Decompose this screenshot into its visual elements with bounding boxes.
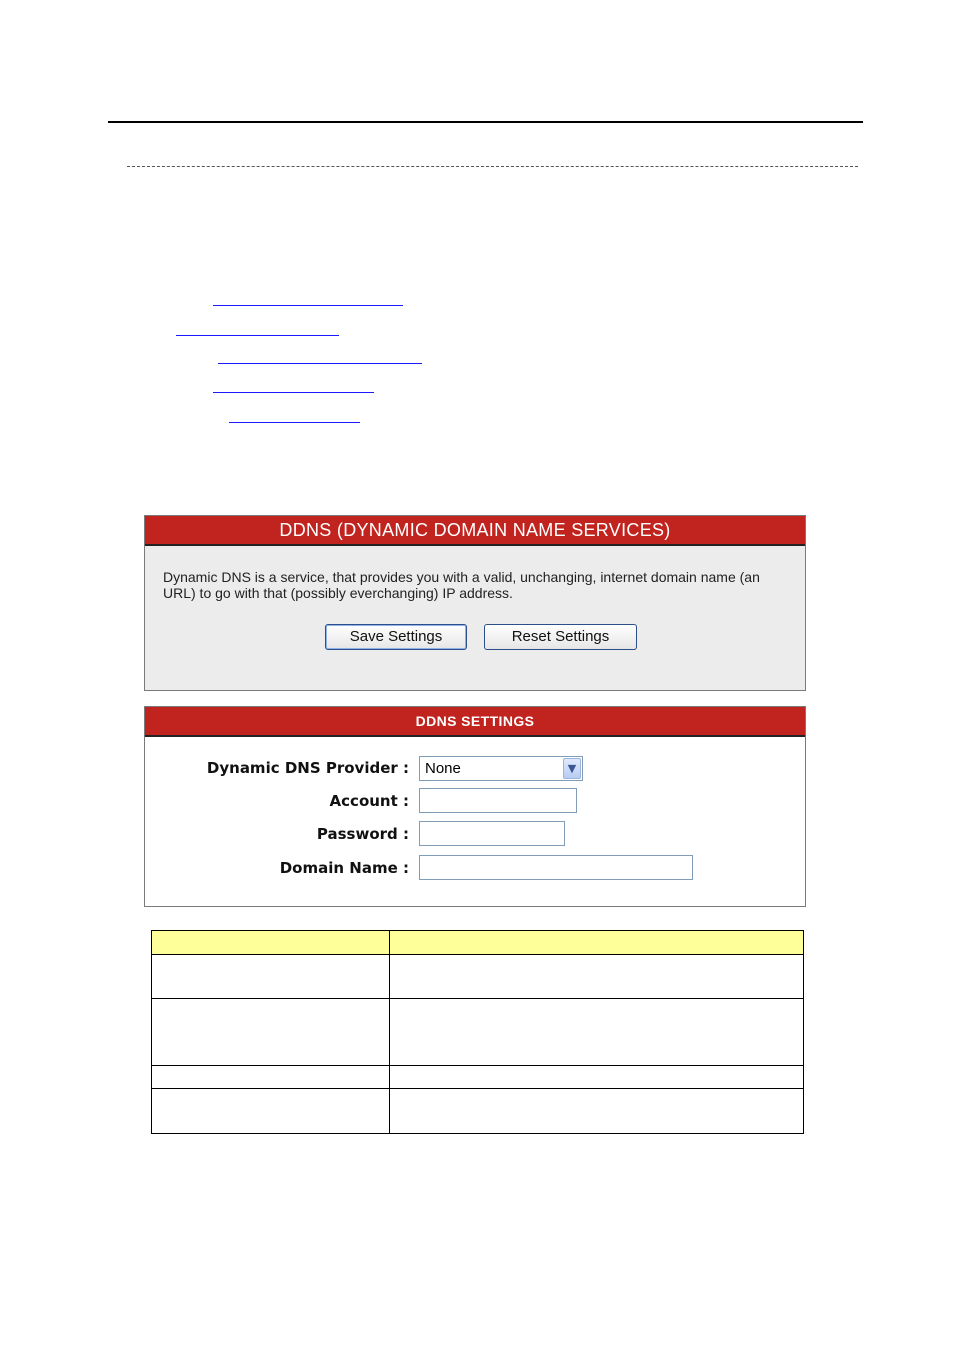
table-cell: [152, 1066, 390, 1089]
domain-name-label: Domain Name :: [279, 859, 409, 877]
table-row: [152, 1089, 804, 1134]
ddns-panel-title: DDNS (DYNAMIC DOMAIN NAME SERVICES): [145, 516, 805, 546]
doc-link-2[interactable]: [176, 335, 339, 336]
table-cell: [390, 1089, 804, 1134]
ddns-panel: [144, 515, 806, 691]
table-cell: [390, 955, 804, 999]
doc-link-5[interactable]: [229, 422, 360, 423]
table-header-row: [152, 931, 804, 955]
table-cell: [152, 955, 390, 999]
domain-name-input[interactable]: [419, 855, 693, 880]
ddns-settings-title: DDNS SETTINGS: [145, 707, 805, 737]
doc-link-3[interactable]: [218, 363, 422, 364]
save-settings-button[interactable]: Save Settings: [325, 624, 467, 650]
password-input[interactable]: [419, 821, 565, 846]
table-cell: [152, 1089, 390, 1134]
table-row: [152, 1066, 804, 1089]
doc-link-4[interactable]: [213, 392, 374, 393]
provider-select[interactable]: [419, 756, 583, 781]
top-rule: [108, 121, 863, 123]
reference-table: [151, 930, 804, 1134]
ddns-description: Dynamic DNS is a service, that provides you with a valid, unchanging, internet domain name (an URL) to go with that (possibly everchanging) IP address.: [163, 569, 760, 601]
reset-settings-button[interactable]: Reset Settings: [484, 624, 637, 650]
provider-label: Dynamic DNS Provider :: [206, 759, 409, 777]
chevron-down-icon[interactable]: ▼: [563, 758, 581, 779]
table-header-cell: [390, 931, 804, 955]
account-label: Account :: [329, 792, 409, 810]
table-row: [152, 955, 804, 999]
dashed-divider: [127, 166, 858, 167]
doc-link-1[interactable]: [213, 305, 403, 306]
ddns-settings-panel: [144, 706, 806, 907]
table-row: [152, 999, 804, 1066]
account-input[interactable]: [419, 788, 577, 813]
password-label: Password :: [316, 825, 409, 843]
table-cell: [390, 999, 804, 1066]
table-cell: [390, 1066, 804, 1089]
table-cell: [152, 999, 390, 1066]
table-header-cell: [152, 931, 390, 955]
provider-selected-value: None: [425, 760, 461, 777]
